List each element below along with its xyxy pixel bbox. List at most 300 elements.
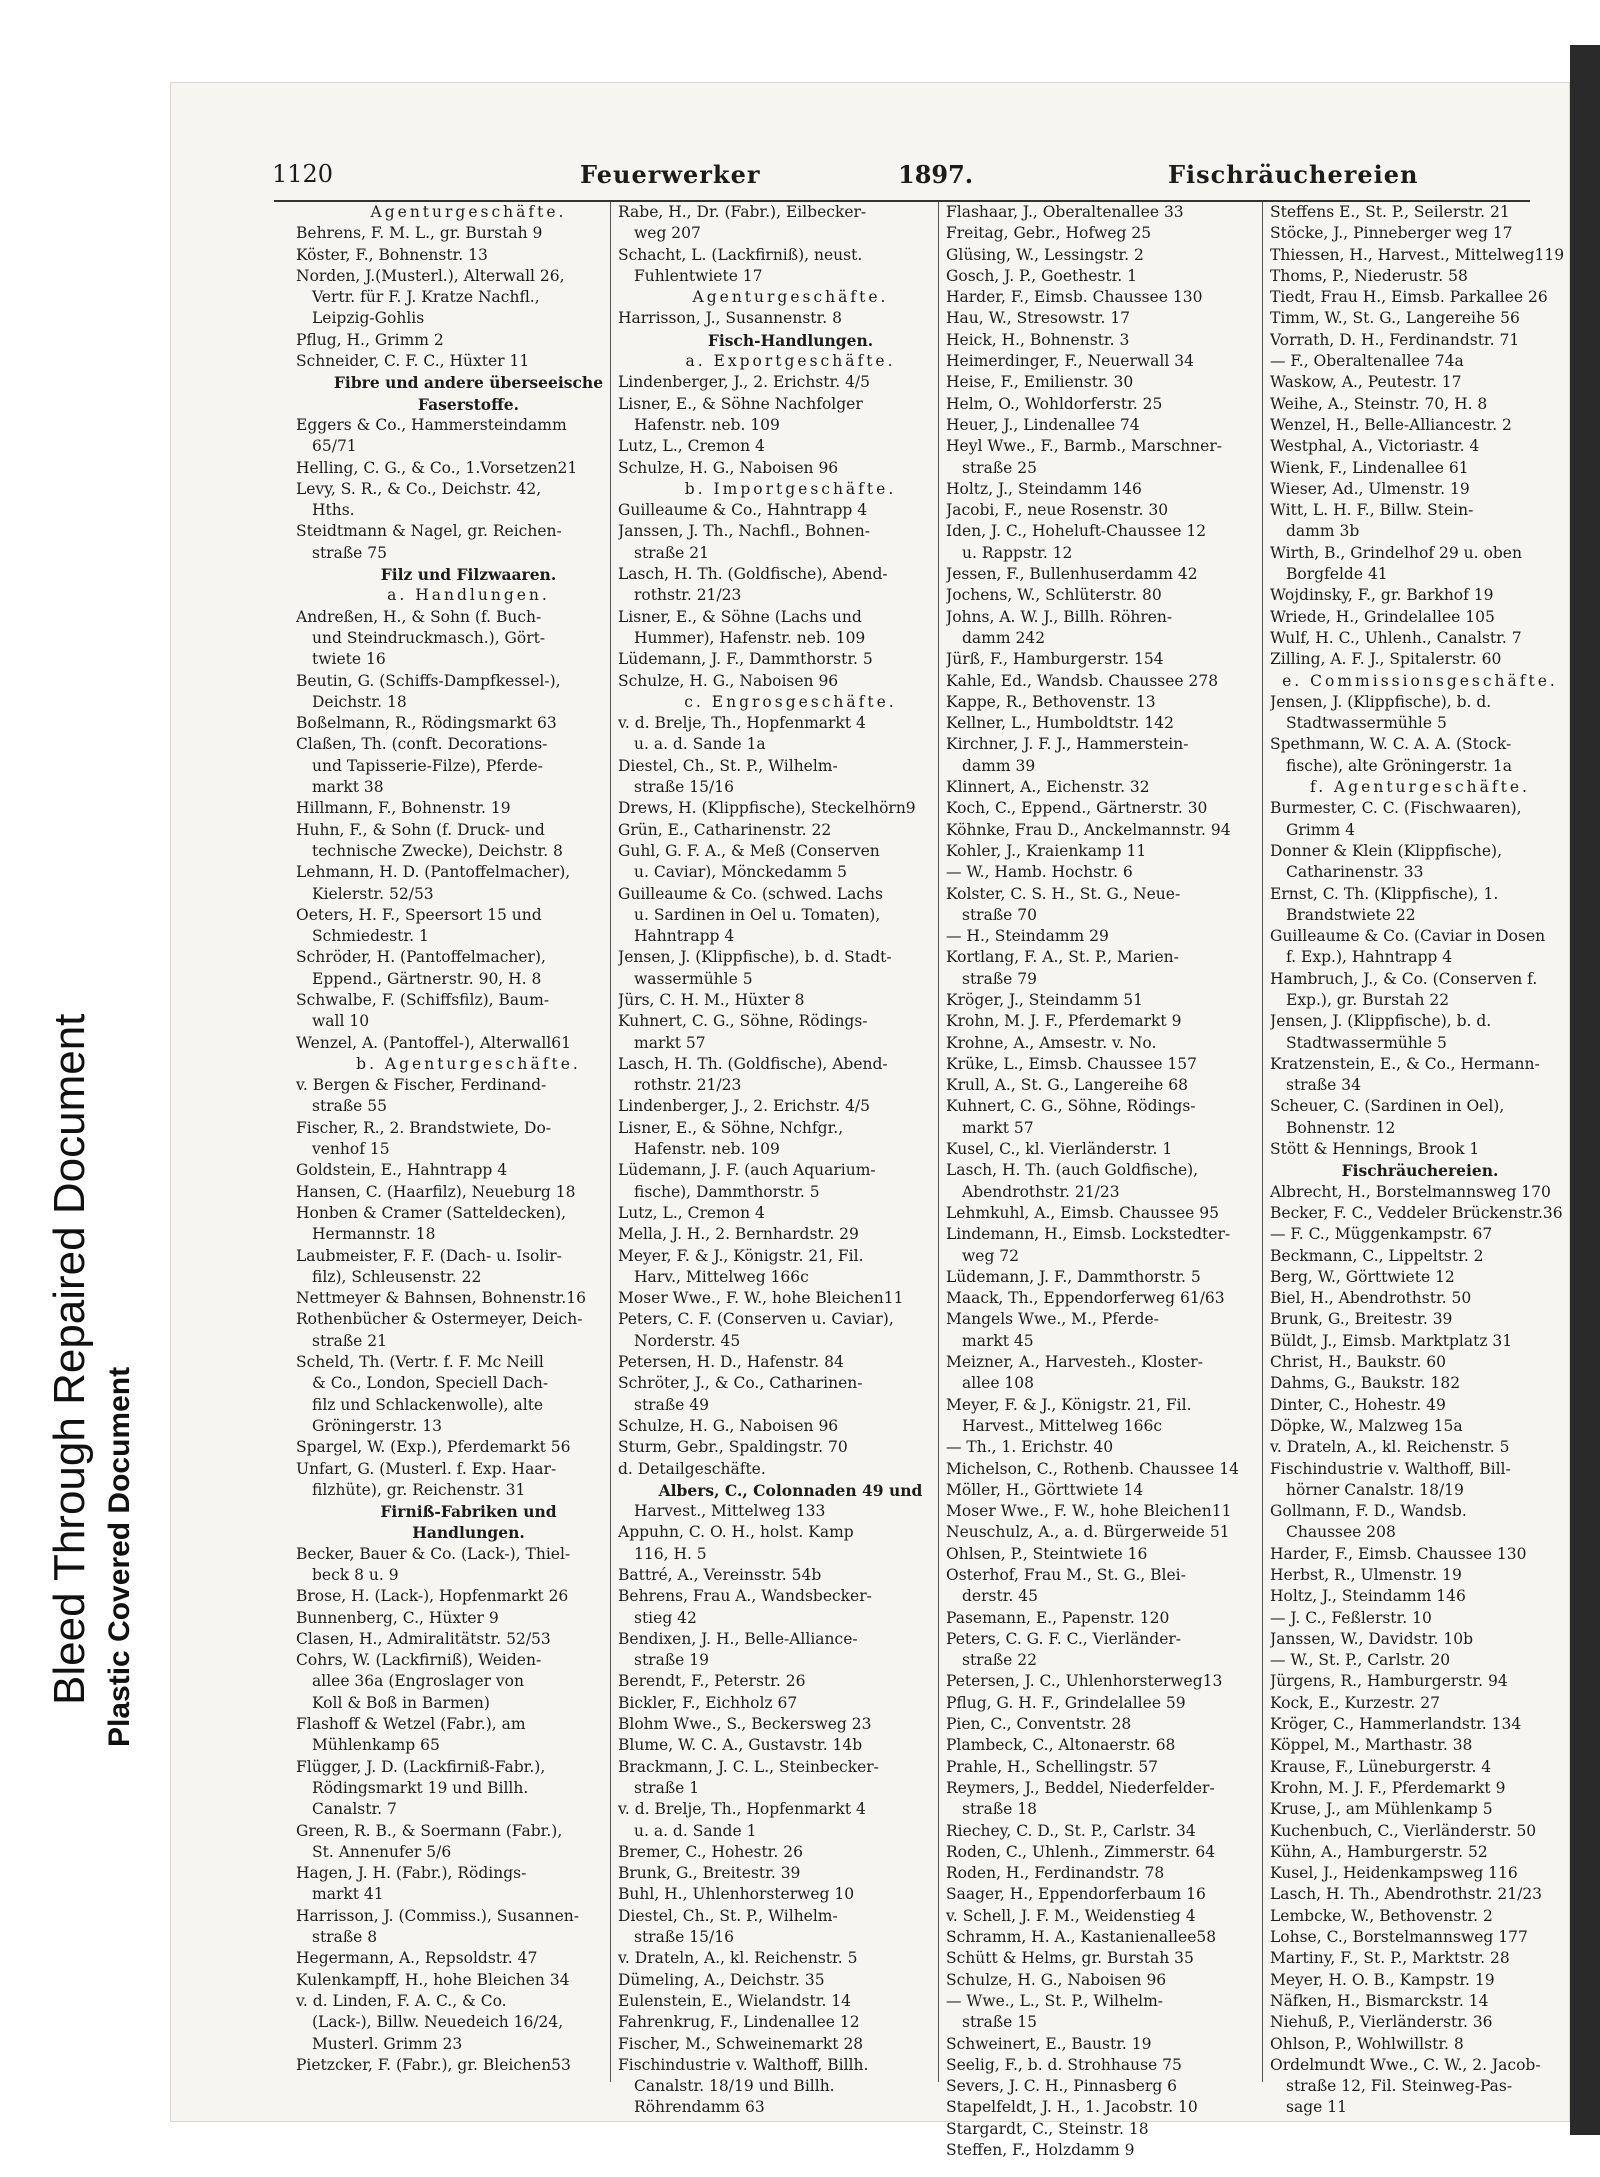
- directory-entry-line: f. Exp.), Hahntrapp 4: [1286, 948, 1453, 967]
- margin-label-plastic: Plastic Covered Document: [103, 1366, 136, 1747]
- directory-entry-line: Levy, S. R., & Co., Deichstr. 42,: [296, 479, 542, 498]
- directory-entry-line: Hegermann, A., Repsoldstr. 47: [296, 1949, 538, 1968]
- directory-entry-line: Jensen, J. (Klippfische), b. d. Stadt-: [618, 948, 892, 967]
- directory-entry-line: Hau, W., Stresowstr. 17: [946, 309, 1131, 328]
- directory-entry-line: Heick, H., Bohnenstr. 3: [946, 330, 1130, 349]
- page-header: [170, 160, 1570, 200]
- directory-entry-line: c. Engrosgeschäfte.: [684, 692, 897, 711]
- directory-entry-line: — W., St. P., Carlstr. 20: [1270, 1651, 1451, 1670]
- directory-entry-line: Peters, C. G. F. C., Vierländer-: [946, 1629, 1182, 1648]
- column-4: [1270, 202, 1570, 2119]
- directory-entry-line: Näfken, H., Bismarckstr. 14: [1270, 1991, 1489, 2010]
- directory-entry-line: Battré, A., Vereinsstr. 54b: [618, 1566, 822, 1584]
- directory-entry-line: Fisch-Handlungen.: [707, 330, 874, 350]
- header-left-title: Feuerwerker: [580, 160, 761, 189]
- directory-entry-line: Kulenkampff, H., hohe Bleichen 34: [296, 1970, 570, 1989]
- directory-entry-line: Christ, H., Baukstr. 60: [1270, 1353, 1447, 1372]
- directory-entry-line: Cohrs, W. (Lackfirniß), Weiden-: [296, 1651, 542, 1670]
- directory-entry-line: Kühn, A., Hamburgerstr. 52: [1270, 1842, 1488, 1861]
- directory-entry-line: Holtz, J., Steindamm 146: [1270, 1587, 1466, 1606]
- directory-entry-line: — Th., 1. Erichstr. 40: [946, 1438, 1114, 1457]
- directory-entry-line: wassermühle 5: [634, 969, 753, 988]
- directory-entry-line: Goldstein, E., Hahntrapp 4: [296, 1161, 508, 1180]
- directory-entry-line: Brackmann, J. C. L., Steinbecker-: [618, 1757, 879, 1776]
- directory-entry-line: Harder, F., Eimsb. Chaussee 130: [1270, 1544, 1527, 1563]
- directory-entry-line: Roden, H., Ferdinandstr. 78: [946, 1864, 1165, 1883]
- directory-entry-line: Zilling, A. F. J., Spitalerstr. 60: [1270, 650, 1502, 669]
- directory-entry-line: v. d. Brelje, Th., Hopfenmarkt 4: [618, 1800, 866, 1819]
- directory-entry-line: Seelig, F., b. d. Strohhause 75: [946, 2055, 1182, 2074]
- directory-entry-line: Donner & Klein (Klippfische),: [1270, 841, 1503, 860]
- directory-entry-line: Faserstoffe.: [417, 394, 520, 414]
- directory-entry-line: beck 8 u. 9: [312, 1566, 399, 1584]
- directory-entry-line: Sturm, Gebr., Spaldingstr. 70: [618, 1438, 848, 1457]
- directory-entry-line: twiete 16: [312, 650, 386, 669]
- directory-entry-line: Grimm 4: [1286, 820, 1355, 839]
- directory-entry-line: Schröder, H. (Pantoffelmacher),: [296, 948, 546, 967]
- directory-entry-line: Hansen, C. (Haarfilz), Neueburg 18: [296, 1182, 576, 1201]
- directory-entry-line: St. Annenufer 5/6: [312, 1842, 452, 1861]
- directory-entry-line: Lisner, E., & Söhne, Nchfgr.,: [618, 1118, 844, 1137]
- directory-entry-line: Jochens, W., Schlüterstr. 80: [946, 586, 1162, 605]
- directory-entry-line: Buhl, H., Uhlenhorsterweg 10: [618, 1885, 855, 1904]
- directory-entry-line: Plambeck, C., Altonaerstr. 68: [946, 1736, 1176, 1755]
- directory-entry-line: Chaussee 208: [1286, 1523, 1396, 1542]
- directory-entry-line: Brunk, G., Breitestr. 39: [618, 1864, 801, 1883]
- directory-entry-line: Blume, W. C. A., Gustavstr. 14b: [618, 1736, 863, 1755]
- directory-entry-line: Neuschulz, A., a. d. Bürgerweide 51: [946, 1523, 1230, 1542]
- directory-entry-line: straße 22: [962, 1651, 1038, 1670]
- directory-entry-line: d. Detailgeschäfte.: [618, 1459, 766, 1478]
- directory-entry-line: Krohn, M. J. F., Pferdemarkt 9: [1270, 1778, 1506, 1797]
- directory-entry-line: Canalstr. 18/19 und Billh.: [634, 2077, 835, 2096]
- directory-entry-line: Glüsing, W., Lessingstr. 2: [946, 245, 1144, 264]
- directory-entry-line: wall 10: [312, 1012, 370, 1031]
- directory-entry-line: Heuer, J., Lindenallee 74: [946, 415, 1140, 434]
- directory-entry-line: filz und Schlackenwolle), alte: [312, 1395, 544, 1414]
- directory-entry-line: Vorrath, D. H., Ferdinandstr. 71: [1270, 330, 1520, 349]
- directory-entry-line: Janssen, J. Th., Nachfl., Bohnen-: [618, 522, 870, 541]
- directory-entry-line: Hambruch, J., & Co. (Conserven f.: [1270, 969, 1538, 988]
- directory-entry-line: Flashoff & Wetzel (Fabr.), am: [296, 1715, 526, 1734]
- directory-entry-line: Spethmann, W. C. A. A. (Stock-: [1270, 735, 1512, 754]
- directory-entry-line: & Co., London, Speciell Dach-: [312, 1374, 549, 1393]
- directory-entry-line: Stadtwassermühle 5: [1286, 1033, 1447, 1052]
- directory-entry-line: Abendrothstr. 21/23: [962, 1182, 1120, 1201]
- directory-entry-line: und Steindruckmasch.), Gört-: [312, 628, 546, 647]
- directory-entry-line: Hillmann, F., Bohnenstr. 19: [296, 799, 511, 818]
- directory-entry-line: Herbst, R., Ulmenstr. 19: [1270, 1566, 1462, 1584]
- directory-entry-line: Kusel, J., Heidenkampsweg 116: [1270, 1864, 1518, 1883]
- directory-entry-line: Wienk, F., Lindenallee 61: [1270, 458, 1469, 477]
- directory-entry-line: Jessen, F., Bullenhuserdamm 42: [946, 565, 1198, 584]
- directory-entry-line: Moser Wwe., F. W., hohe Bleichen11: [946, 1502, 1232, 1521]
- directory-entry-line: Timm, W., St. G., Langereihe 56: [1270, 309, 1520, 328]
- directory-entry-line: Schütt & Helms, gr. Burstah 35: [946, 1949, 1194, 1968]
- directory-entry-line: Grün, E., Catharinenstr. 22: [618, 820, 832, 839]
- directory-entry-line: Pflug, H., Grimm 2: [296, 330, 444, 349]
- directory-entry-line: straße 34: [1286, 1076, 1362, 1095]
- directory-entry-line: Kirchner, J. F. J., Hammerstein-: [946, 735, 1189, 754]
- directory-entry-line: Petersen, J. C., Uhlenhorsterweg13: [946, 1672, 1223, 1691]
- directory-entry-line: Pflug, G. H. F., Grindelallee 59: [946, 1693, 1186, 1712]
- directory-entry-line: Stapelfeldt, J. H., 1. Jacobstr. 10: [946, 2098, 1198, 2117]
- directory-entry-line: straße 25: [962, 458, 1038, 477]
- directory-entry-line: Lasch, H. Th. (Goldfische), Abend-: [618, 565, 888, 584]
- directory-entry-line: Heise, F., Emilienstr. 30: [946, 373, 1134, 392]
- directory-entry-line: Hafenstr. neb. 109: [634, 415, 780, 434]
- directory-entry-line: Schröter, J., & Co., Catharinen-: [618, 1374, 863, 1393]
- header-right-title: Fischräuchereien: [1168, 160, 1419, 189]
- directory-entry-line: Meyer, F. & J., Königstr. 21, Fil.: [946, 1395, 1192, 1414]
- directory-entry-line: straße 75: [312, 543, 388, 562]
- directory-entry-line: Kuchenbuch, C., Vierländerstr. 50: [1270, 1821, 1537, 1840]
- directory-entry-line: Riechey, C. D., St. P., Carlstr. 34: [946, 1821, 1196, 1840]
- directory-entry-line: Stött & Hennings, Brook 1: [1270, 1140, 1480, 1159]
- directory-entry-line: Burmester, C. C. (Fischwaaren),: [1270, 799, 1522, 818]
- directory-entry-line: Bohnenstr. 12: [1286, 1118, 1396, 1137]
- directory-entry-line: Andreßen, H., & Sohn (f. Buch-: [296, 607, 542, 626]
- directory-entry-line: Schulze, H. G., Naboisen 96: [946, 1970, 1167, 1989]
- directory-entry-line: Borgfelde 41: [1286, 565, 1388, 584]
- directory-entry-line: Bremer, C., Hohestr. 26: [618, 1842, 803, 1861]
- directory-entry-line: Stargardt, C., Steinstr. 18: [946, 2119, 1149, 2138]
- directory-entry-line: Eppend., Gärtnerstr. 90, H. 8: [312, 969, 542, 988]
- directory-entry-line: Dinter, C., Hohestr. 49: [1270, 1395, 1446, 1414]
- directory-entry-line: Krohne, A., Amsestr. v. No.: [946, 1033, 1157, 1052]
- directory-entry-line: Guilleaume & Co. (Caviar in Dosen: [1270, 927, 1546, 946]
- directory-entry-line: Thiessen, H., Harvest., Mittelweg119: [1270, 245, 1565, 264]
- directory-entry-line: fische), alte Gröningerstr. 1a: [1286, 756, 1512, 775]
- directory-entry-line: Schwalbe, F. (Schiffsfilz), Baum-: [296, 990, 550, 1009]
- directory-entry-line: Freitag, Gebr., Hofweg 25: [946, 224, 1152, 243]
- directory-entry-line: Filz und Filzwaaren.: [380, 565, 557, 585]
- directory-entry-line: Fischindustrie v. Walthoff, Bill-: [1270, 1459, 1511, 1478]
- directory-entry-line: Mangels Wwe., M., Pferde-: [946, 1310, 1159, 1329]
- directory-entry-line: u. Rappstr. 12: [962, 543, 1073, 562]
- directory-entry-line: Kock, E., Kurzestr. 27: [1270, 1693, 1440, 1712]
- directory-entry-line: Johns, A. W. J., Billh. Röhren-: [946, 607, 1173, 626]
- directory-entry-line: Bendixen, J. H., Belle-Alliance-: [618, 1629, 858, 1648]
- directory-entry-line: Becker, Bauer & Co. (Lack-), Thiel-: [296, 1544, 571, 1563]
- directory-entry-line: Krohn, M. J. F., Pferdemarkt 9: [946, 1012, 1182, 1031]
- directory-entry-line: markt 57: [634, 1033, 706, 1052]
- directory-entry-line: Kohler, J., Kraienkamp 11: [946, 841, 1147, 860]
- directory-entry-line: Helm, O., Wohldorferstr. 25: [946, 394, 1163, 413]
- directory-entry-line: Martiny, F., St. P., Marktstr. 28: [1270, 1949, 1510, 1968]
- header-year: 1897.: [898, 160, 974, 189]
- directory-entry-line: v. d. Brelje, Th., Hopfenmarkt 4: [618, 714, 866, 733]
- directory-entry-line: Gröningerstr. 13: [312, 1416, 443, 1435]
- directory-entry-line: Harvest., Mittelweg 133: [634, 1502, 826, 1521]
- directory-entry-line: straße 79: [962, 969, 1038, 988]
- directory-entry-line: — Wwe., L., St. P., Wilhelm-: [946, 1991, 1164, 2010]
- directory-entry-line: straße 15: [962, 2013, 1038, 2032]
- directory-entry-line: Eggers & Co., Hammersteindamm: [296, 415, 567, 434]
- directory-entry-line: fische), Dammthorstr. 5: [634, 1182, 820, 1201]
- directory-entry-line: Norderstr. 45: [634, 1331, 741, 1350]
- directory-entry-line: Pietzcker, F. (Fabr.), gr. Bleichen53: [296, 2055, 571, 2074]
- directory-entry-line: stieg 42: [634, 1608, 697, 1627]
- directory-entry-line: Ohlson, P., Wohlwillstr. 8: [1270, 2034, 1464, 2053]
- directory-entry-line: Appuhn, C. O. H., holst. Kamp: [618, 1523, 854, 1542]
- directory-entry-line: v. Schell, J. F. M., Weidenstieg 4: [946, 1906, 1196, 1925]
- directory-entry-line: b. Agenturgeschäfte.: [356, 1054, 581, 1073]
- directory-entry-line: Möller, H., Görttwiete 14: [946, 1480, 1144, 1499]
- directory-entry-line: Wieser, Ad., Ulmenstr. 19: [1270, 479, 1470, 498]
- directory-entry-line: Clasen, H., Admiralitätstr. 52/53: [296, 1629, 551, 1648]
- directory-entry-line: straße 55: [312, 1097, 388, 1116]
- directory-entry-line: Hths.: [312, 501, 355, 520]
- directory-entry-line: damm 242: [962, 628, 1046, 647]
- directory-entry-line: Stöcke, J., Pinneberger weg 17: [1270, 224, 1513, 243]
- directory-entry-line: Lisner, E., & Söhne Nachfolger: [618, 394, 863, 413]
- directory-entry-line: f. Agenturgeschäfte.: [1310, 778, 1530, 797]
- directory-entry-line: Kuhnert, C. G., Söhne, Rödings-: [946, 1097, 1196, 1116]
- directory-entry-line: Guilleaume & Co. (schwed. Lachs: [618, 884, 883, 903]
- directory-entry-line: Tiedt, Frau H., Eimsb. Parkallee 26: [1270, 288, 1548, 307]
- directory-entry-line: Krull, A., St. G., Langereihe 68: [946, 1076, 1188, 1095]
- directory-entry-line: Fahrenkrug, F., Lindenallee 12: [618, 2013, 860, 2032]
- directory-entry-line: Musterl. Grimm 23: [312, 2034, 463, 2053]
- directory-entry-line: e. Commissionsgeschäfte.: [1282, 671, 1558, 690]
- directory-entry-line: u. a. d. Sande 1: [634, 1821, 757, 1840]
- directory-entry-line: Eulenstein, E., Wielandstr. 14: [618, 1991, 852, 2010]
- directory-entry-line: Flashaar, J., Oberaltenallee 33: [946, 203, 1184, 221]
- directory-entry-line: Green, R. B., & Soermann (Fabr.),: [296, 1821, 563, 1840]
- directory-entry-line: a. Exportgeschäfte.: [685, 352, 896, 371]
- directory-entry-line: 116, H. 5: [634, 1544, 707, 1563]
- directory-entry-line: Lüdemann, J. F., Dammthorstr. 5: [618, 650, 873, 669]
- directory-page: [170, 82, 1570, 2160]
- column-2: [618, 202, 963, 2119]
- directory-entry-line: derstr. 45: [962, 1587, 1038, 1606]
- directory-entry-line: Hagen, J. H. (Fabr.), Rödings-: [296, 1864, 527, 1883]
- directory-entry-line: Petersen, H. D., Hafenstr. 84: [618, 1353, 844, 1372]
- directory-entry-line: Fischer, R., 2. Brandstwiete, Do-: [296, 1118, 552, 1137]
- directory-entry-line: Lohse, C., Borstelmannsweg 177: [1270, 1928, 1528, 1947]
- directory-entry-line: damm 39: [962, 756, 1036, 775]
- directory-entry-line: Köhnke, Frau D., Anckelmannstr. 94: [946, 820, 1231, 839]
- directory-entry-line: straße 49: [634, 1395, 710, 1414]
- directory-entry-line: Prahle, H., Schellingstr. 57: [946, 1757, 1159, 1776]
- directory-entry-line: Lindemann, H., Eimsb. Lockstedter-: [946, 1225, 1231, 1244]
- directory-entry-line: Gollmann, F. D., Wandsb.: [1270, 1502, 1467, 1521]
- directory-entry-line: — F. C., Müggenkampstr. 67: [1270, 1225, 1493, 1244]
- directory-entry-line: Pasemann, E., Papenstr. 120: [946, 1608, 1170, 1627]
- directory-entry-line: Röhrendamm 63: [634, 2098, 765, 2117]
- directory-entry-line: Schulze, H. G., Naboisen 96: [618, 1416, 839, 1435]
- directory-entry-line: Vertr. für F. J. Kratze Nachfl.,: [312, 288, 540, 307]
- directory-entry-line: Behrens, F. M. L., gr. Burstah 9: [296, 224, 543, 243]
- directory-entry-line: straße 18: [962, 1800, 1038, 1819]
- directory-entry-line: Wenzel, H., Belle-Alliancestr. 2: [1270, 415, 1512, 434]
- directory-entry-line: Deichstr. 18: [312, 692, 407, 711]
- directory-entry-line: Wulf, H. C., Uhlenh., Canalstr. 7: [1270, 628, 1522, 647]
- directory-entry-line: Diestel, Ch., St. P., Wilhelm-: [618, 1906, 838, 1925]
- directory-entry-line: Steffen, F., Holzdamm 9: [946, 2141, 1135, 2160]
- column-3: [946, 202, 1286, 2161]
- directory-entry-line: v. d. Linden, F. A. C., & Co.: [296, 1991, 507, 2010]
- directory-entry-line: Harvest., Mittelweg 166c: [962, 1416, 1163, 1435]
- directory-entry-line: Mühlenkamp 65: [312, 1736, 440, 1755]
- directory-entry-line: Firniß-Fabriken und: [380, 1502, 557, 1522]
- directory-entry-line: Brunk, G., Breitestr. 39: [1270, 1310, 1453, 1329]
- directory-entry-line: Lutz, L., Cremon 4: [618, 1203, 765, 1222]
- directory-entry-line: Schramm, H. A., Kastanienallee58: [946, 1928, 1217, 1947]
- directory-entry-line: Beckmann, C., Lippeltstr. 2: [1270, 1246, 1484, 1265]
- directory-entry-line: straße 12, Fil. Steinweg-Pas-: [1286, 2077, 1513, 2096]
- directory-entry-line: Köppel, M., Marthastr. 38: [1270, 1736, 1473, 1755]
- directory-entry-line: — H., Steindamm 29: [946, 927, 1109, 946]
- directory-entry-line: Wriede, H., Grindelallee 105: [1270, 607, 1495, 626]
- directory-entry-line: Rödingsmarkt 19 und Billh.: [312, 1778, 529, 1797]
- directory-entry-line: Hafenstr. neb. 109: [634, 1140, 780, 1159]
- directory-entry-line: Holtz, J., Steindamm 146: [946, 479, 1142, 498]
- directory-entry-line: Agenturgeschäfte.: [370, 203, 567, 221]
- directory-entry-line: Hummer), Hafenstr. neb. 109: [634, 628, 866, 647]
- directory-entry-line: Koch, C., Eppend., Gärtnerstr. 30: [946, 799, 1208, 818]
- directory-entry-line: weg 207: [634, 224, 701, 243]
- directory-entry-line: Kröger, J., Steindamm 51: [946, 990, 1143, 1009]
- directory-entry-line: 65/71: [312, 437, 357, 456]
- directory-entry-line: Dahms, G., Baukstr. 182: [1270, 1374, 1461, 1393]
- directory-entry-line: straße 21: [634, 543, 710, 562]
- directory-entry-line: Meizner, A., Harvesteh., Kloster-: [946, 1353, 1203, 1372]
- directory-entry-line: sage 11: [1286, 2098, 1347, 2117]
- directory-entry-line: Exp.), gr. Burstah 22: [1286, 990, 1450, 1009]
- directory-entry-line: Beutin, G. (Schiffs-Dampfkessel-),: [296, 671, 561, 690]
- directory-entry-line: Saager, H., Eppendorferbaum 16: [946, 1885, 1206, 1904]
- directory-entry-line: Waskow, A., Peutestr. 17: [1270, 373, 1462, 392]
- directory-entry-line: Steffens E., St. P., Seilerstr. 21: [1270, 203, 1510, 221]
- directory-entry-line: Stadtwassermühle 5: [1286, 714, 1447, 733]
- directory-entry-line: Brose, H. (Lack-), Hopfenmarkt 26: [296, 1587, 569, 1606]
- directory-entry-line: Janssen, W., Davidstr. 10b: [1270, 1629, 1474, 1648]
- directory-entry-line: Kusel, C., kl. Vierländerstr. 1: [946, 1140, 1173, 1159]
- directory-entry-line: Dümeling, A., Deichstr. 35: [618, 1970, 825, 1989]
- directory-entry-line: Fischer, M., Schweinemarkt 28: [618, 2034, 864, 2053]
- directory-entry-line: Schacht, L. (Lackfirniß), neust.: [618, 245, 863, 264]
- directory-entry-line: Kratzenstein, E., & Co., Hermann-: [1270, 1054, 1540, 1073]
- directory-entry-line: damm 3b: [1286, 522, 1360, 541]
- directory-entry-line: straße 1: [634, 1778, 700, 1797]
- directory-entry-line: hörner Canalstr. 18/19: [1286, 1480, 1464, 1499]
- directory-entry-line: (Lack-), Billw. Neuedeich 16/24,: [312, 2013, 564, 2032]
- directory-entry-line: Guhl, G. F. A., & Meß (Conserven: [618, 841, 880, 860]
- directory-entry-line: Unfart, G. (Musterl. f. Exp. Haar-: [296, 1459, 557, 1478]
- directory-entry-line: Agenturgeschäfte.: [692, 288, 889, 307]
- directory-entry-line: Albrecht, H., Borstelmannsweg 170: [1270, 1182, 1551, 1201]
- directory-entry-line: Wojdinsky, F., gr. Barkhof 19: [1270, 586, 1494, 605]
- directory-entry-line: rothstr. 21/23: [634, 586, 742, 605]
- directory-entry-line: Diestel, Ch., St. P., Wilhelm-: [618, 756, 838, 775]
- directory-entry-line: filzhüte), gr. Reichenstr. 31: [312, 1480, 526, 1499]
- directory-entry-line: Rabe, H., Dr. (Fabr.), Eilbecker-: [618, 203, 867, 221]
- column-divider-2: [938, 202, 939, 2082]
- directory-entry-line: straße 15/16: [634, 778, 734, 797]
- directory-entry-line: Michelson, C., Rothenb. Chaussee 14: [946, 1459, 1239, 1478]
- directory-entry-line: markt 38: [312, 778, 384, 797]
- directory-entry-line: Niehuß, P., Vierländerstr. 36: [1270, 2013, 1493, 2032]
- directory-entry-line: Kappe, R., Bethovenstr. 13: [946, 692, 1156, 711]
- directory-entry-line: und Tapisserie-Filze), Pferde-: [312, 756, 543, 775]
- directory-entry-line: Heyl Wwe., F., Barmb., Marschner-: [946, 437, 1222, 456]
- directory-entry-line: Lutz, L., Cremon 4: [618, 437, 765, 456]
- directory-entry-line: Lindenberger, J., 2. Erichstr. 4/5: [618, 1097, 871, 1116]
- directory-entry-line: Jensen, J. (Klippfische), b. d.: [1270, 692, 1492, 711]
- directory-entry-line: Flügger, J. D. (Lackfirniß-Fabr.),: [296, 1757, 546, 1776]
- margin-label-repaired: Bleed Through Repaired Document: [45, 1013, 94, 1705]
- directory-entry-line: Köster, F., Bohnenstr. 13: [296, 245, 488, 264]
- directory-entry-line: Scheuer, C. (Sardinen in Oel),: [1270, 1097, 1505, 1116]
- directory-entry-line: Harrisson, J. (Commiss.), Susannen-: [296, 1906, 579, 1925]
- directory-entry-line: Iden, J. C., Hoheluft-Chaussee 12: [946, 522, 1207, 541]
- directory-entry-line: Fuhlentwiete 17: [634, 266, 763, 285]
- directory-entry-line: u. a. d. Sande 1a: [634, 735, 766, 754]
- directory-entry-line: a. Handlungen.: [387, 586, 550, 605]
- column-divider-3: [1262, 202, 1263, 2082]
- directory-entry-line: Schweinert, E., Baustr. 19: [946, 2034, 1152, 2053]
- directory-entry-line: markt 41: [312, 1885, 384, 1904]
- directory-entry-line: Kröger, C., Hammerlandstr. 134: [1270, 1715, 1522, 1734]
- directory-entry-line: Krause, F., Lüneburgerstr. 4: [1270, 1757, 1492, 1776]
- directory-entry-line: Lasch, H. Th. (auch Goldfische),: [946, 1161, 1199, 1180]
- directory-entry-line: Mella, J. H., 2. Bernhardstr. 29: [618, 1225, 859, 1244]
- directory-entry-line: Lüdemann, J. F. (auch Aquarium-: [618, 1161, 876, 1180]
- directory-entry-line: Kruse, J., am Mühlenkamp 5: [1270, 1800, 1493, 1819]
- directory-entry-line: markt 57: [962, 1118, 1034, 1137]
- directory-entry-line: Lüdemann, J. F., Dammthorstr. 5: [946, 1267, 1201, 1286]
- directory-entry-line: allee 36a (Engroslager von: [312, 1672, 524, 1691]
- directory-entry-line: Weihe, A., Steinstr. 70, H. 8: [1270, 394, 1488, 413]
- directory-entry-line: — W., Hamb. Hochstr. 6: [946, 863, 1133, 882]
- directory-entry-line: allee 108: [962, 1374, 1035, 1393]
- directory-entry-line: Meyer, F. & J., Königstr. 21, Fil.: [618, 1246, 864, 1265]
- directory-entry-line: Moser Wwe., F. W., hohe Bleichen11: [618, 1289, 904, 1308]
- directory-entry-line: Laubmeister, F. F. (Dach- u. Isolir-: [296, 1246, 562, 1265]
- directory-entry-line: Wirth, B., Grindelhof 29 u. oben: [1270, 543, 1522, 562]
- directory-entry-line: Maack, Th., Eppendorferweg 61/63: [946, 1289, 1225, 1308]
- directory-entry-line: Brandstwiete 22: [1286, 905, 1416, 924]
- directory-entry-line: b. Importgeschäfte.: [684, 479, 897, 498]
- directory-entry-line: Albers, C., Colonnaden 49 und: [658, 1480, 923, 1500]
- directory-entry-line: Kielerstr. 52/53: [312, 884, 434, 903]
- directory-entry-line: Kellner, L., Humboldtstr. 142: [946, 714, 1174, 733]
- directory-entry-line: Jacobi, F., neue Rosenstr. 30: [946, 501, 1169, 520]
- directory-entry-line: straße 21: [312, 1331, 388, 1350]
- directory-entry-line: Lasch, H. Th., Abendrothstr. 21/23: [1270, 1885, 1543, 1904]
- scan-edge-bar: [1570, 45, 1600, 2135]
- directory-entry-line: Meyer, H. O. B., Kampstr. 19: [1270, 1970, 1495, 1989]
- directory-entry-line: Krüke, L., Eimsb. Chaussee 157: [946, 1054, 1197, 1073]
- column-divider-1: [610, 202, 611, 2082]
- directory-entry-line: venhof 15: [312, 1140, 390, 1159]
- directory-entry-line: Berendt, F., Peterstr. 26: [618, 1672, 806, 1691]
- directory-entry-line: Reymers, J., Beddel, Niederfelder-: [946, 1778, 1215, 1797]
- directory-entry-line: Norden, J.(Musterl.), Alterwall 26,: [296, 266, 565, 285]
- directory-entry-line: Wenzel, A. (Pantoffel-), Alterwall61: [296, 1033, 571, 1052]
- directory-entry-line: Gosch, J. P., Goethestr. 1: [946, 266, 1137, 285]
- directory-entry-line: Harrisson, J., Susannenstr. 8: [618, 309, 842, 328]
- directory-entry-line: Jürgens, R., Hamburgerstr. 94: [1270, 1672, 1508, 1691]
- directory-entry-line: Huhn, F., & Sohn (f. Druck- und: [296, 820, 545, 839]
- directory-entry-line: Oeters, H. F., Speersort 15 und: [296, 905, 542, 924]
- directory-entry-line: Pien, C., Conventstr. 28: [946, 1715, 1132, 1734]
- directory-entry-line: filz), Schleusenstr. 22: [312, 1267, 482, 1286]
- directory-entry-line: Boßelmann, R., Rödingsmarkt 63: [296, 714, 557, 733]
- directory-entry-line: straße 19: [634, 1651, 710, 1670]
